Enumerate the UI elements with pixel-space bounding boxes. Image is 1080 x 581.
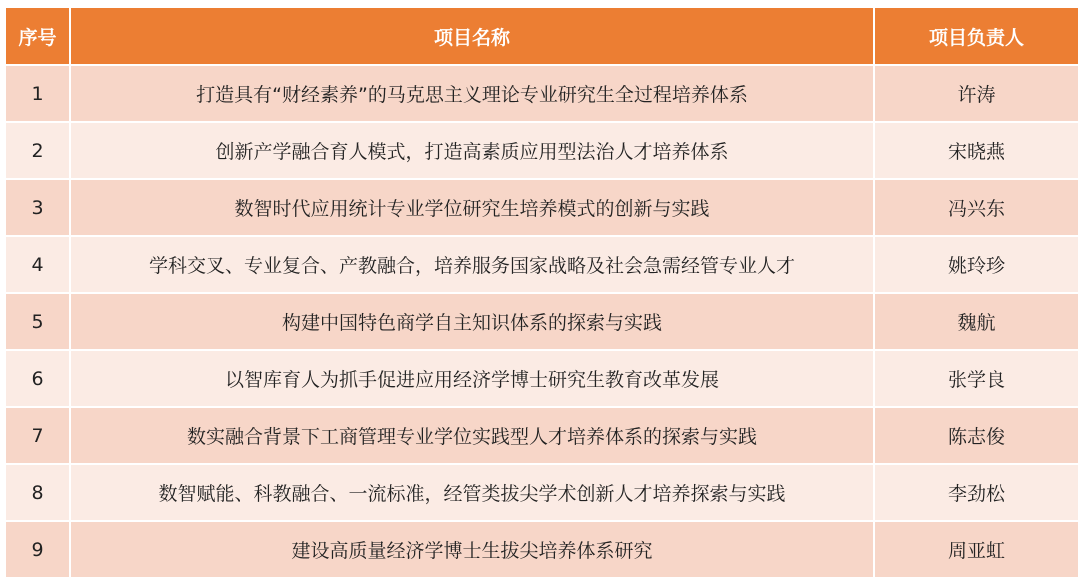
row-number: 8 [6, 464, 70, 521]
row-project-lead: 姚玲珍 [874, 236, 1078, 293]
table-row [6, 464, 1078, 521]
row-project-lead: 陈志俊 [874, 407, 1078, 464]
row-project-name: 建设高质量经济学博士生拔尖培养体系研究 [70, 521, 874, 577]
table-row [6, 179, 1078, 236]
row-project-name: 数智时代应用统计专业学位研究生培养模式的创新与实践 [70, 179, 874, 236]
row-project-name: 创新产学融合育人模式，打造高素质应用型法治人才培养体系 [70, 122, 874, 179]
row-project-lead: 张学良 [874, 350, 1078, 407]
row-project-lead: 许涛 [874, 65, 1078, 122]
table-header-row [6, 8, 1078, 65]
row-number: 2 [6, 122, 70, 179]
row-project-name: 构建中国特色商学自主知识体系的探索与实践 [70, 293, 874, 350]
row-number: 3 [6, 179, 70, 236]
row-project-name: 数智赋能、科教融合、一流标准，经管类拔尖学术创新人才培养探索与实践 [70, 464, 874, 521]
table-row [6, 350, 1078, 407]
row-project-name: 以智库育人为抓手促进应用经济学博士研究生教育改革发展 [70, 350, 874, 407]
row-project-name: 打造具有“财经素养”的马克思主义理论专业研究生全过程培养体系 [70, 65, 874, 122]
project-table-container [6, 8, 1078, 577]
table-row [6, 236, 1078, 293]
row-number: 4 [6, 236, 70, 293]
row-project-lead: 冯兴东 [874, 179, 1078, 236]
row-number: 5 [6, 293, 70, 350]
table-row [6, 521, 1078, 577]
row-number: 1 [6, 65, 70, 122]
row-project-name: 数实融合背景下工商管理专业学位实践型人才培养体系的探索与实践 [70, 407, 874, 464]
row-project-lead: 宋晓燕 [874, 122, 1078, 179]
table-row [6, 122, 1078, 179]
row-project-lead: 李劲松 [874, 464, 1078, 521]
row-project-name: 学科交叉、专业复合、产教融合，培养服务国家战略及社会急需经管专业人才 [70, 236, 874, 293]
table-row [6, 293, 1078, 350]
row-project-lead: 周亚虹 [874, 521, 1078, 577]
row-number: 9 [6, 521, 70, 577]
table-row [6, 65, 1078, 122]
header-project-lead: 项目负责人 [874, 8, 1078, 65]
header-project-name: 项目名称 [70, 8, 874, 65]
row-number: 7 [6, 407, 70, 464]
header-number: 序号 [6, 8, 70, 65]
row-project-lead: 魏航 [874, 293, 1078, 350]
project-table [6, 8, 1078, 577]
table-row [6, 407, 1078, 464]
row-number: 6 [6, 350, 70, 407]
